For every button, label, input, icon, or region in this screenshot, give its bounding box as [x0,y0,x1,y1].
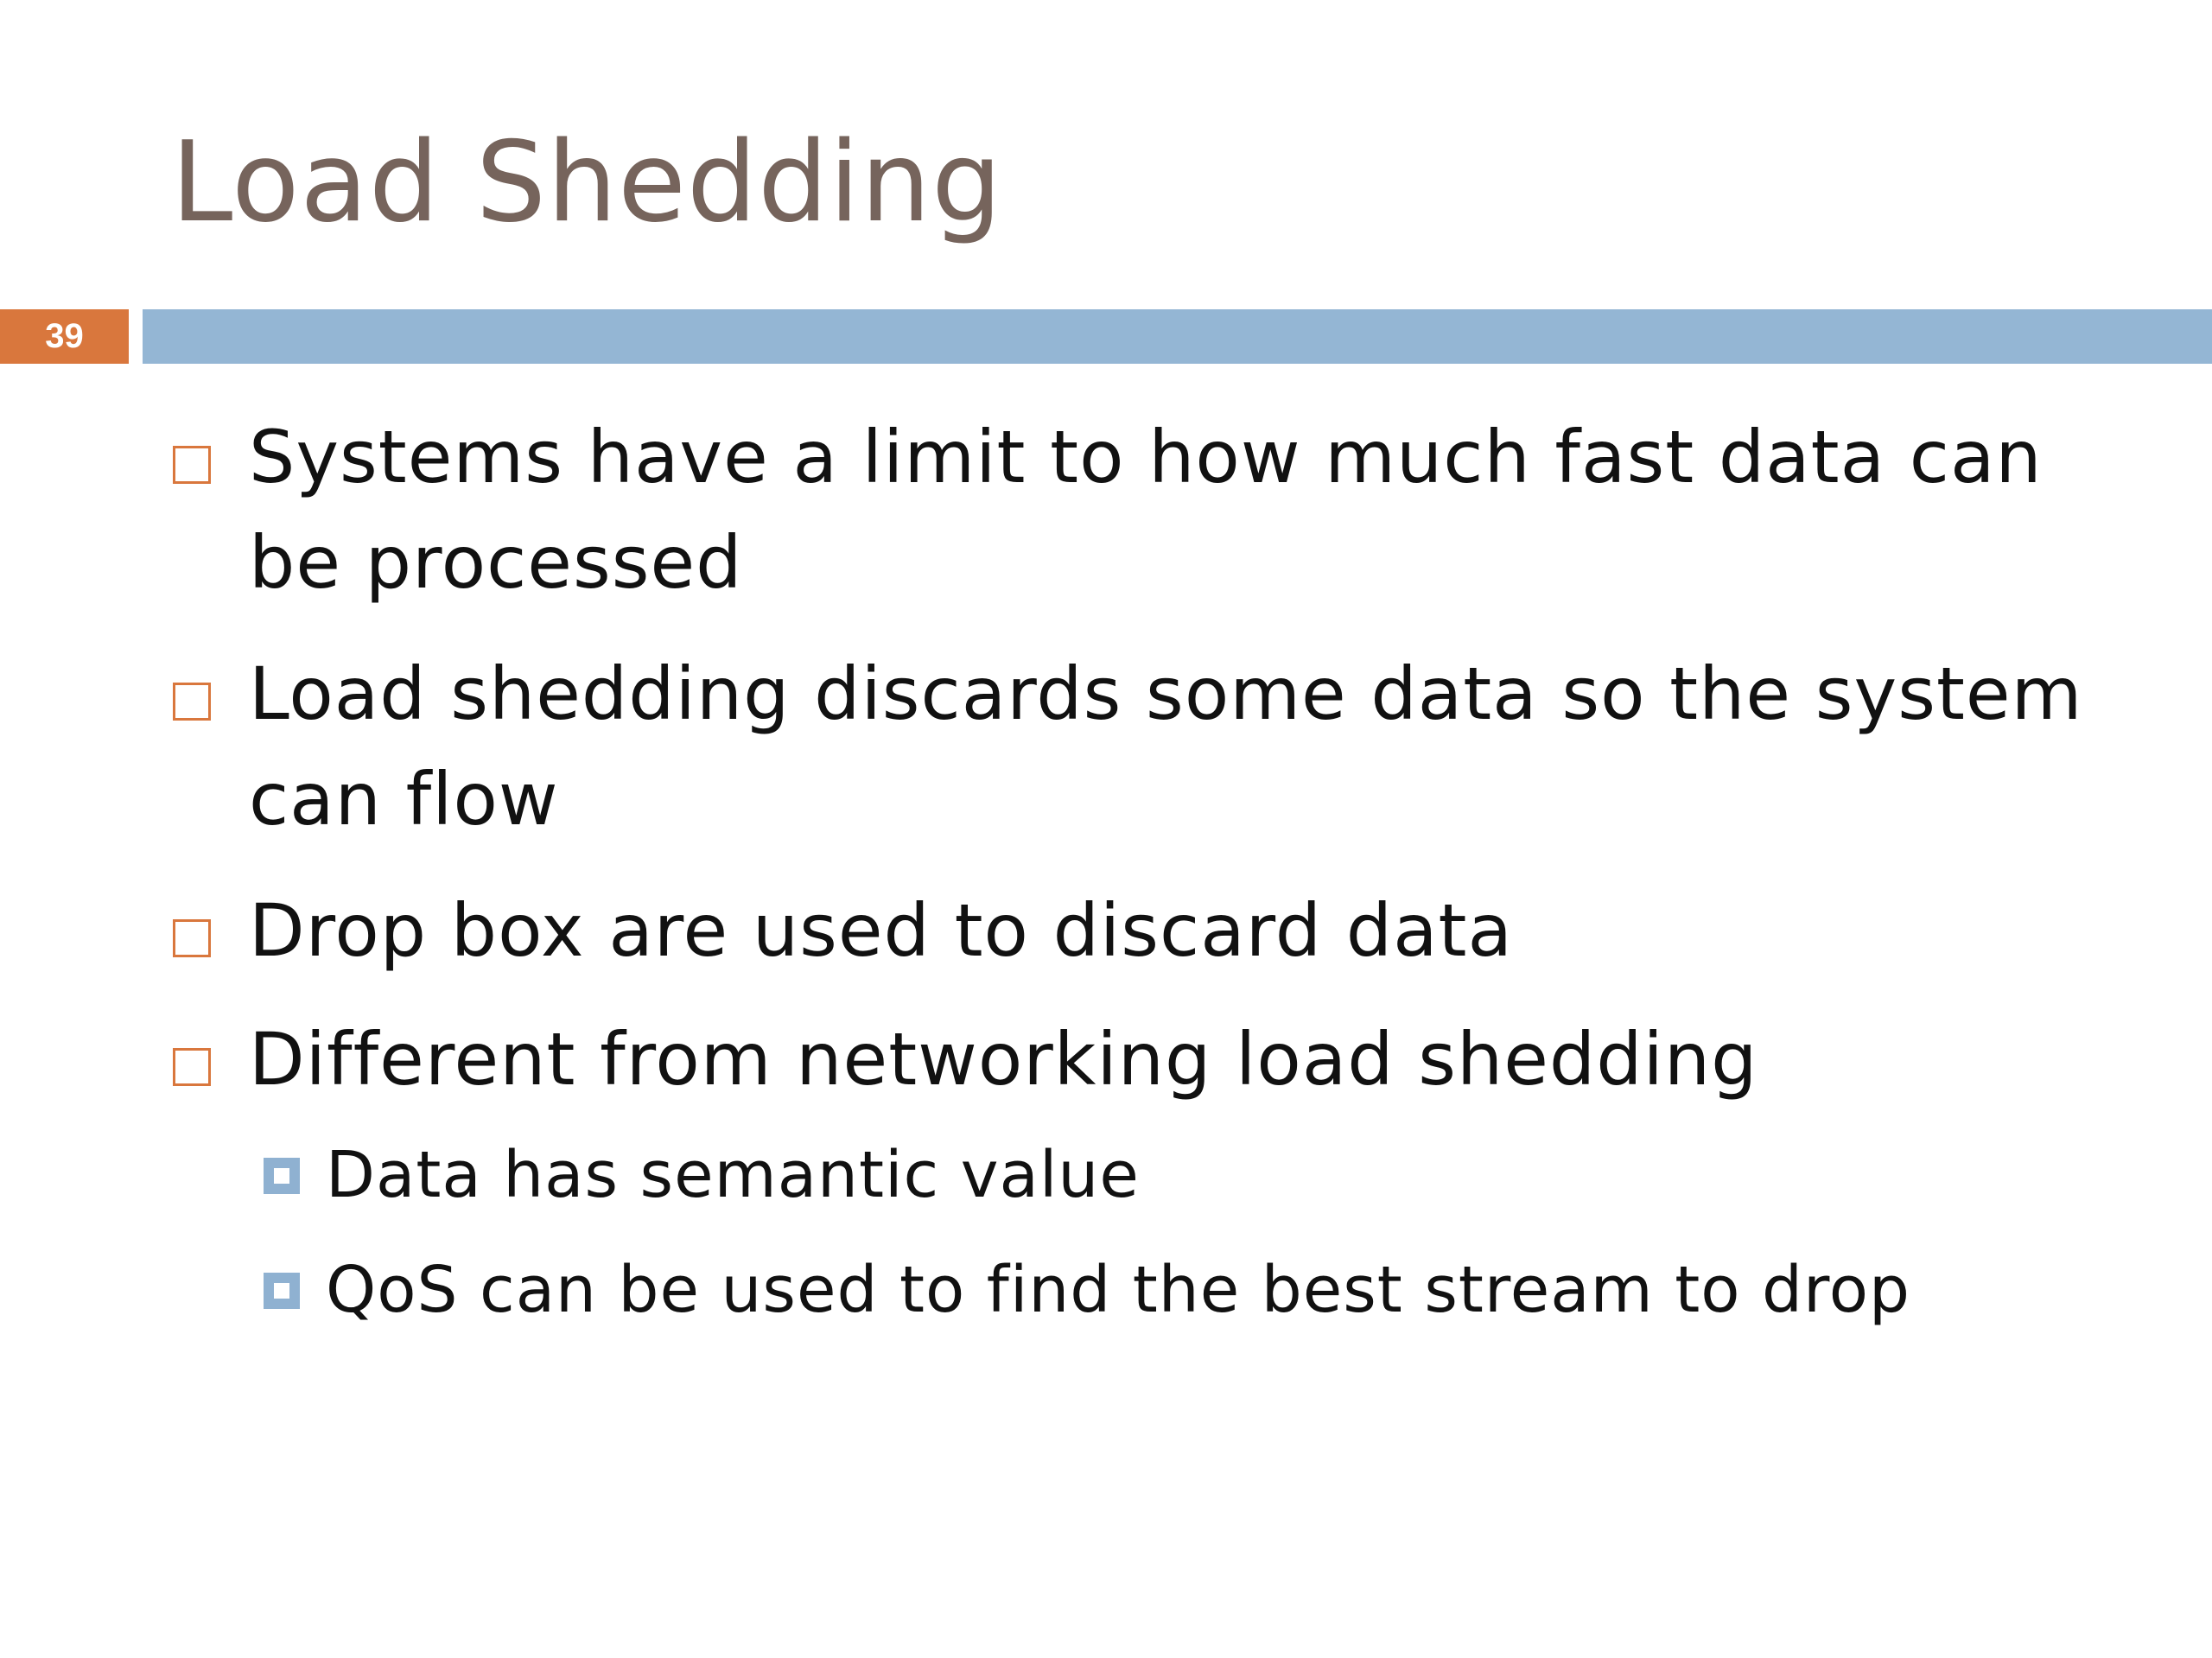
bullet-text: Systems have a limit to how much fast data can be processed [249,415,2043,605]
filled-square-sub-bullet-icon [264,1273,300,1309]
bullet-text: Different from networking load shedding [249,1017,1758,1102]
hollow-square-bullet-icon [173,683,211,721]
page-number: 39 [0,309,129,364]
slide-title: Load Shedding [171,118,1003,247]
title-accent-bar [143,309,2212,364]
sub-bullet-text: Data has semantic value [326,1138,1140,1212]
bullet-text: Load shedding discards some data so the system can flow [249,651,2083,842]
hollow-square-bullet-icon [173,446,211,484]
sub-bullet-text: QoS can be used to find the best stream to drop [326,1253,1911,1327]
bullet-text: Drop box are used to discard data [249,888,1513,973]
filled-square-sub-bullet-icon [264,1158,300,1194]
hollow-square-bullet-icon [173,919,211,957]
hollow-square-bullet-icon [173,1048,211,1086]
